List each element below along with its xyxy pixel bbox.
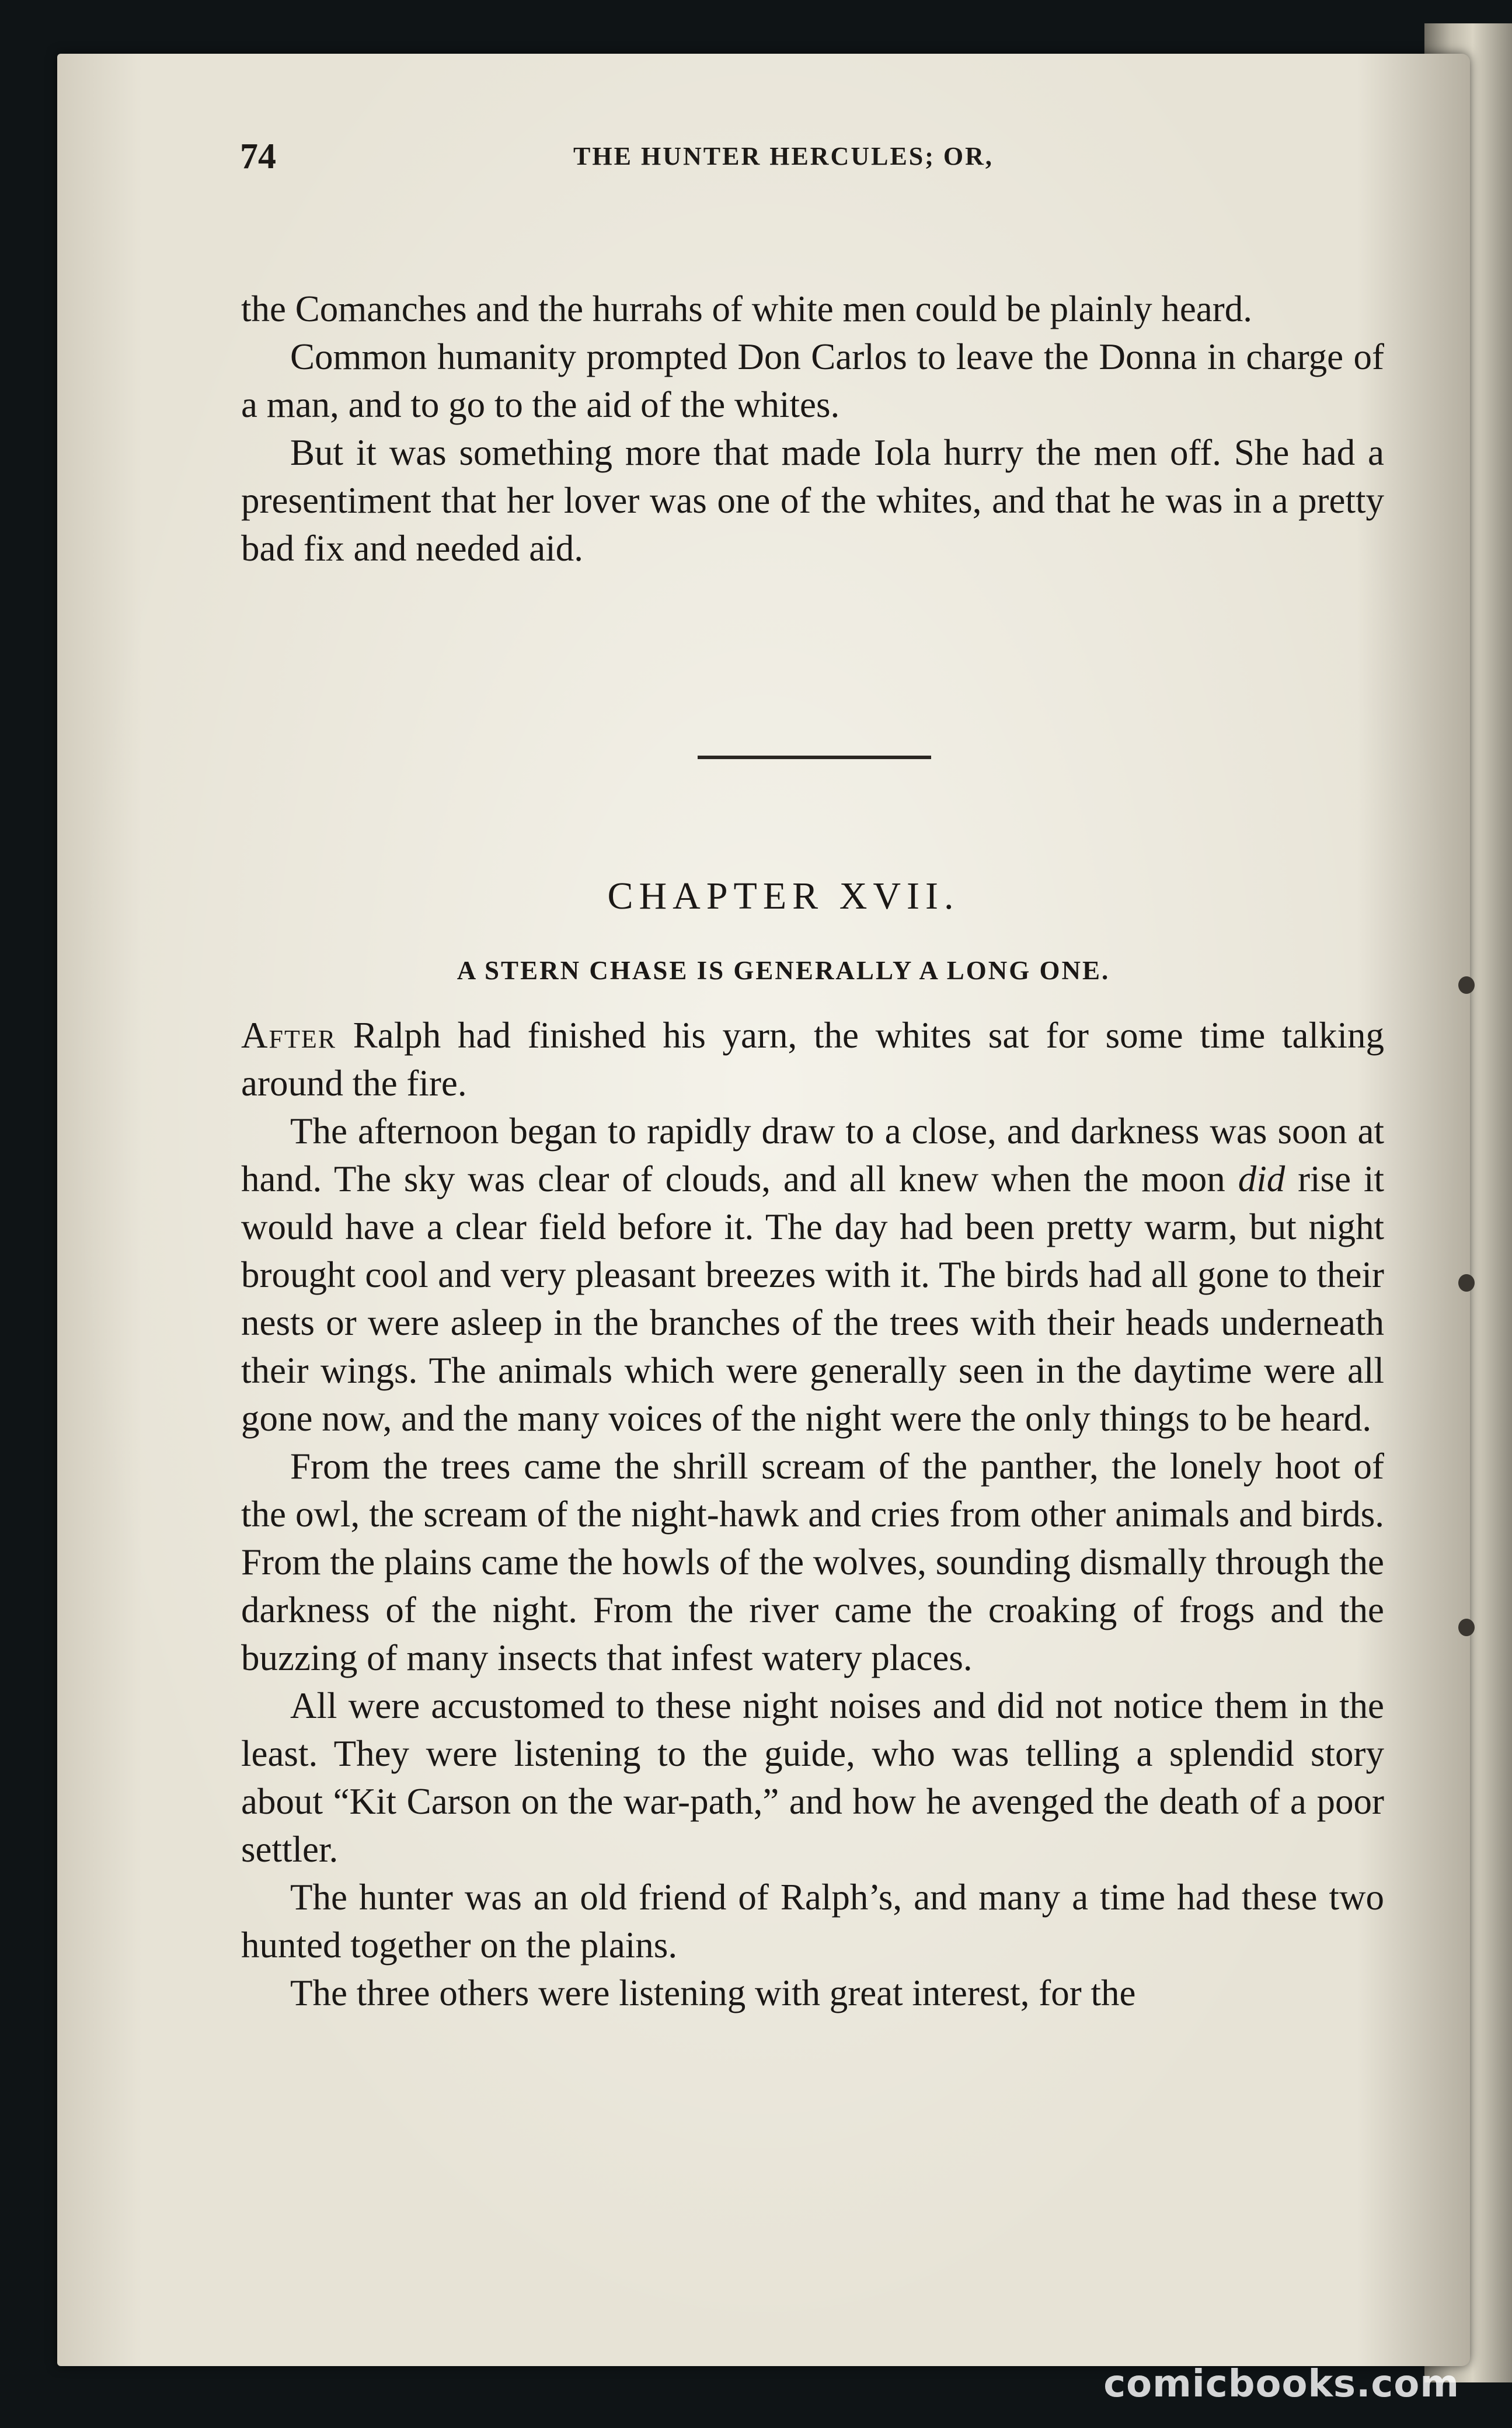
lead-word: After: [241, 1015, 337, 1056]
text-block-before-chapter: [241, 285, 1384, 572]
binding-thread-mark: [1458, 976, 1475, 994]
section-divider: [698, 756, 931, 759]
paragraph: The hunter was an old friend of Ralph’s, and many a time had these two hunted together on the plains.: [241, 1877, 1384, 1966]
paragraph: The three others were listening with great interest, for the: [290, 1973, 1136, 2013]
paragraph: Common humanity prompted Don Carlos to leave the Donna in charge of a man, and to go to the aid of the whites.: [241, 336, 1384, 425]
paragraph-text: The afternoon began to rapidly draw to a close, and darkness was soon at hand. The sky was clear of clouds, and all knew when the moon: [241, 1111, 1384, 1199]
watermark: comicbooks.com: [1103, 2363, 1459, 2406]
binding-thread-mark: [1458, 1274, 1475, 1292]
paragraph: [241, 1011, 1384, 1107]
paragraph: All were accustomed to these night noises and did not notice them in the least. They were listening to the guide, who was telling a splendid story about “Kit Carson on the war-path,” and how he avenged the death of a poor settler.: [241, 1685, 1384, 1870]
chapter-subtitle: A STERN CHASE IS GENERALLY A LONG ONE.: [457, 956, 1110, 985]
paragraph: [241, 1107, 1384, 1442]
page-header: [183, 133, 1384, 180]
binding-thread-mark: [1458, 1619, 1475, 1636]
emphasis: did: [1238, 1159, 1285, 1199]
paragraph-text: Ralph had finished his yarn, the whites sat for some time talking around the fire.: [241, 1015, 1384, 1104]
paragraph: From the trees came the shrill scream of the panther, the lonely hoot of the owl, the scream of the night-hawk and cries from other animals and birds. From the plains came the howls of the wolves, sounding dismally through the darkness of the night. From the river came the croaking of frogs and the buzzing of many insects that infest watery places.: [241, 1446, 1384, 1678]
paragraph: But it was something more that made Iola hurry the men off. She had a presentiment that her lover was one of the whites, and that he was in a pretty bad fix and needed aid.: [241, 432, 1384, 569]
chapter-heading: CHAPTER XVII.: [607, 875, 960, 917]
paragraph-text: rise it would have a clear field before it. The day had been pretty warm, but night brought cool and very pleasant breezes with it. The birds had all gone to their nests or were asleep in the branches of the trees with their heads underneath their wings. The animals which were generally seen in the daytime were all gone now, and the many voices of the night were the only things to be heard.: [241, 1159, 1384, 1439]
paragraph: the Comanches and the hurrahs of white men could be plainly heard.: [241, 288, 1252, 329]
page-number: 74: [240, 137, 276, 176]
running-title: THE HUNTER HERCULES; OR,: [573, 142, 994, 171]
chapter-text: [241, 1011, 1384, 2017]
